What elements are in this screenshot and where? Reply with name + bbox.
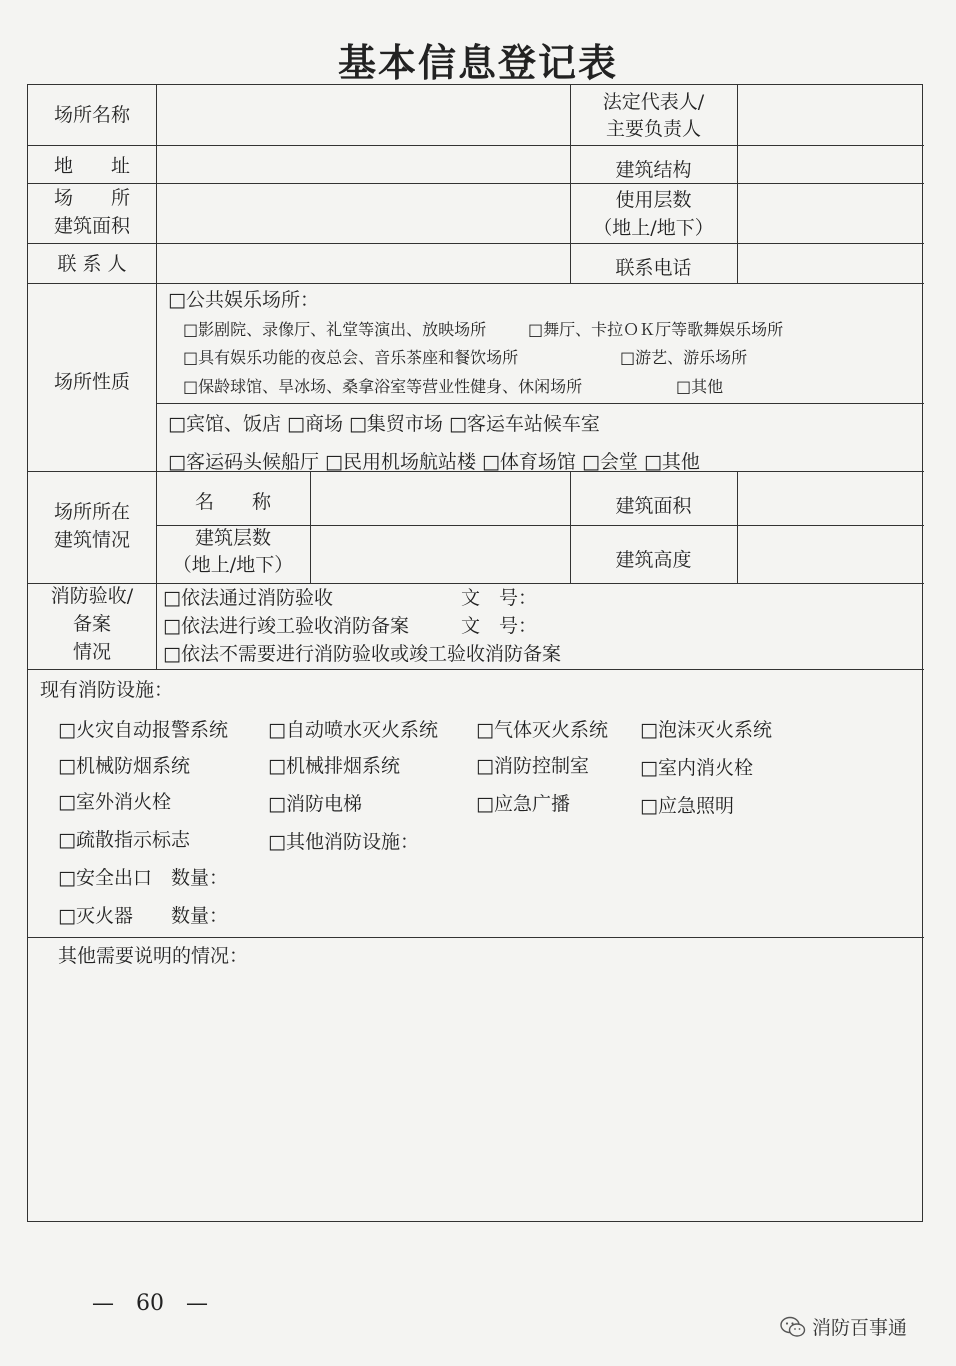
checkbox-not-required[interactable]: □依法不需要进行消防验收或竣工验收消防备案 [163,643,561,665]
structure-field[interactable] [739,147,922,181]
label-building-area: 建筑面积 [615,495,692,517]
label-legal-rep-2: 主要负责人 [605,118,701,140]
other-notes-field[interactable] [32,973,918,1217]
label-building-floors-1: 建筑层数 [194,527,271,549]
checkbox-emergency-broadcast[interactable]: □应急广播 [476,793,570,815]
label-building-floors-2: （地上/地下） [172,554,294,576]
checkbox-emergency-lighting[interactable]: □应急照明 [640,795,734,817]
label-building-name: 名 称 [194,491,271,513]
checkbox-other-facilities[interactable]: □其他消防设施： [268,831,419,853]
checkbox-fire-alarm[interactable]: □火灾自动报警系统 [58,719,228,741]
label-building-2: 建筑情况 [53,529,130,551]
label-facilities: 现有消防设施： [40,679,174,701]
watermark [780,1313,907,1340]
checkbox-fitness-leisure[interactable]: □保龄球馆、旱冰场、桑拿浴室等营业性健身、休闲场所 [183,377,583,396]
area-field[interactable] [158,185,568,241]
checkbox-control-room[interactable]: □消防控制室 [476,755,589,777]
checkbox-outdoor-hydrant[interactable]: □室外消火栓 [58,791,171,813]
building-area-field[interactable] [739,473,922,523]
label-area-1: 场 所 [53,187,130,209]
label-floors-2: （地上/地下） [593,217,714,239]
legal-rep-field[interactable] [739,87,922,143]
building-name-field[interactable] [312,473,568,523]
label-doc-no-1: 文 号： [461,587,538,609]
checkbox-extinguishers[interactable]: □灭火器 数量： [58,905,228,927]
checkbox-foam-extinguishing[interactable]: □泡沫灭火系统 [640,719,772,741]
building-floors-field[interactable] [312,527,568,581]
label-acceptance-2: 备案 [72,613,111,635]
label-doc-no-2: 文 号： [461,615,538,637]
checkbox-public-entertainment[interactable]: □公共娱乐场所： [168,289,319,311]
checkbox-dance-hall[interactable]: □舞厅、卡拉ＯＫ厅等歌舞娱乐场所 [528,320,784,339]
label-contact: 联 系 人 [57,253,127,275]
checkbox-gas-extinguishing[interactable]: □气体灭火系统 [476,719,608,741]
checkbox-amusement[interactable]: □游艺、游乐场所 [620,348,748,367]
venue-types-line-1[interactable]: □宾馆、饭店 □商场 □集贸市场 □客运车站候车室 [168,413,600,435]
address-field[interactable] [158,147,568,181]
checkbox-ent-other[interactable]: □其他 [676,377,724,396]
label-acceptance-1: 消防验收/ [50,585,134,607]
checkbox-smoke-prevention[interactable]: □机械防烟系统 [58,755,190,777]
label-floors-1: 使用层数 [615,189,692,211]
checkbox-safety-exits[interactable]: □安全出口 数量： [58,867,228,889]
checkbox-cinema[interactable]: □影剧院、录像厅、礼堂等演出、放映场所 [183,320,487,339]
label-venue-nature: 场所性质 [53,371,130,393]
watermark-text: 消防百事通 [812,1317,908,1339]
checkbox-sprinkler[interactable]: □自动喷水灭火系统 [268,719,438,741]
checkbox-smoke-exhaust[interactable]: □机械排烟系统 [268,755,400,777]
contact-field[interactable] [158,245,568,281]
label-other-notes: 其他需要说明的情况： [58,945,249,967]
checkbox-indoor-hydrant[interactable]: □室内消火栓 [640,757,753,779]
label-area-2: 建筑面积 [53,215,130,237]
checkbox-fire-elevator[interactable]: □消防电梯 [268,793,362,815]
label-legal-rep-1: 法定代表人/ [602,91,705,113]
checkbox-nightclub[interactable]: □具有娱乐功能的夜总会、音乐茶座和餐饮场所 [183,348,519,367]
phone-field[interactable] [739,245,922,281]
label-building-height: 建筑高度 [615,549,692,571]
building-height-field[interactable] [739,527,922,581]
label-structure: 建筑结构 [615,159,692,181]
venue-name-field[interactable] [158,87,568,143]
page-number: — 60 — [92,1291,208,1316]
registration-form [27,84,923,1222]
label-phone: 联系电话 [615,257,692,279]
checkbox-passed-acceptance[interactable]: □依法通过消防验收 [163,587,333,609]
checkbox-filed-record[interactable]: □依法进行竣工验收消防备案 [163,615,409,637]
wechat-icon [780,1316,806,1338]
checkbox-evacuation-signs[interactable]: □疏散指示标志 [58,829,190,851]
venue-types-line-2[interactable]: □客运码头候船厅 □民用机场航站楼 □体育场馆 □会堂 □其他 [168,451,700,473]
label-acceptance-3: 情况 [72,641,111,663]
form-title: 基本信息登记表 [337,40,618,85]
floors-field[interactable] [739,185,922,241]
label-venue-name: 场所名称 [53,104,130,126]
label-address: 地 址 [53,155,130,177]
label-building-1: 场所所在 [53,501,130,523]
